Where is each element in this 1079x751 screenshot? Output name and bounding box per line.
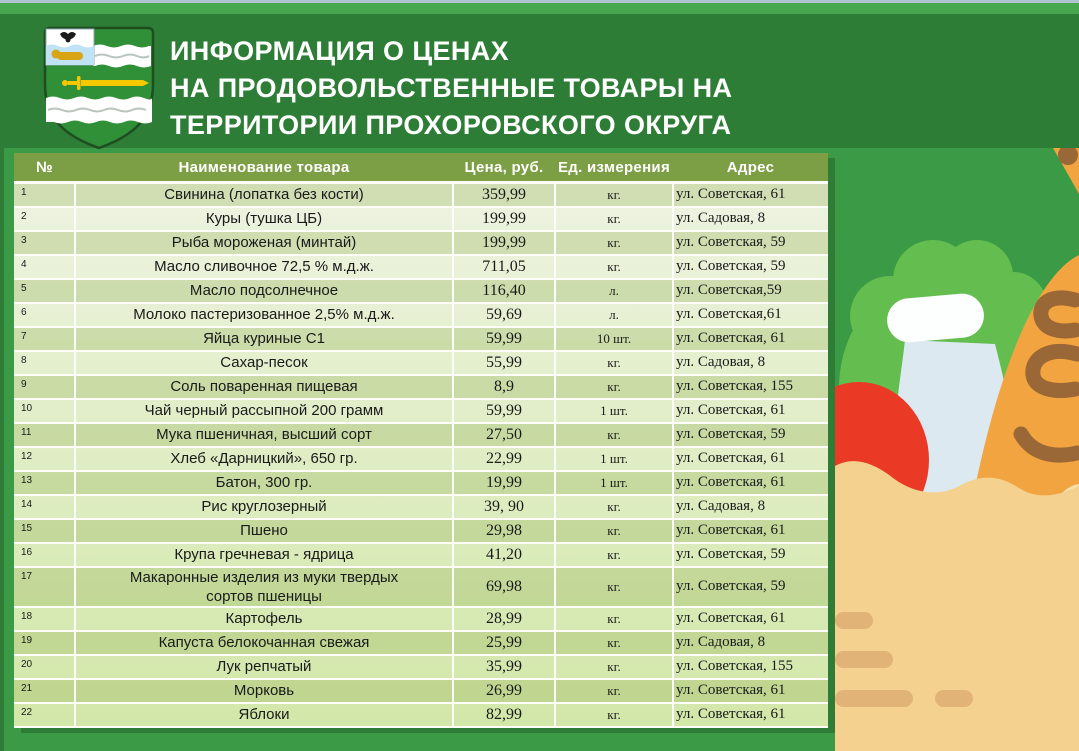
table-row [14,423,828,447]
table-row [14,447,828,471]
cell-addr: ул. Советская, 59 [673,255,828,279]
table-row [14,399,828,423]
cell-num: 22 [14,703,75,727]
cell-addr: ул. Советская, 61 [673,519,828,543]
paper-bag-icon [835,461,1079,751]
table-row [14,207,828,231]
cell-name: Рис круглозерный [75,495,453,519]
cell-unit: кг. [555,655,673,679]
cell-price: 28,99 [453,607,555,631]
cell-addr: ул. Советская, 155 [673,375,828,399]
cell-name: Яйца куриные С1 [75,327,453,351]
table-row [14,231,828,255]
cell-addr: ул. Советская, 59 [673,423,828,447]
cell-num: 8 [14,351,75,375]
title-line-2: НА ПРОДОВОЛЬСТВЕННЫЕ ТОВАРЫ НА [170,73,733,103]
top-strip [0,3,1079,14]
cell-name: Картофель [75,607,453,631]
cell-name: Хлеб «Дарницкий», 650 гр. [75,447,453,471]
food-illustration [835,148,1079,751]
cell-unit: кг. [555,519,673,543]
cell-unit: 1 шт. [555,447,673,471]
cell-price: 22,99 [453,447,555,471]
cell-name: Соль поваренная пищевая [75,375,453,399]
cell-addr: ул. Советская, 59 [673,231,828,255]
cell-num: 19 [14,631,75,655]
cell-name: Рыба мороженая (минтай) [75,231,453,255]
cell-price: 59,99 [453,399,555,423]
table-row [14,631,828,655]
cell-unit: л. [555,279,673,303]
cell-unit: кг. [555,183,673,207]
table-row [14,471,828,495]
table-row [14,519,828,543]
cell-addr: ул. Советская, 61 [673,399,828,423]
cell-num: 12 [14,447,75,471]
table-row [14,351,828,375]
table-row [14,279,828,303]
cell-price: 8,9 [453,375,555,399]
cell-addr: ул. Советская, 61 [673,607,828,631]
cell-name: Яблоки [75,703,453,727]
cell-addr: ул. Советская,61 [673,303,828,327]
cell-unit: кг. [555,679,673,703]
cell-unit: л. [555,303,673,327]
cell-addr: ул. Советская, 61 [673,447,828,471]
cell-price: 55,99 [453,351,555,375]
title-line-1: ИНФОРМАЦИЯ О ЦЕНАХ [170,36,510,66]
cell-unit: кг. [555,231,673,255]
cell-price: 59,69 [453,303,555,327]
cell-addr: ул. Садовая, 8 [673,495,828,519]
cell-addr: ул. Садовая, 8 [673,631,828,655]
price-table [14,153,828,728]
cell-name: Чай черный рассыпной 200 грамм [75,399,453,423]
cell-price: 39, 90 [453,495,555,519]
table-row [14,327,828,351]
cell-name: Свинина (лопатка без кости) [75,183,453,207]
cell-name: Батон, 300 гр. [75,471,453,495]
cell-unit: кг. [555,423,673,447]
col-header-unit: Ед. измерения [555,153,673,183]
coat-of-arms-icon [40,26,158,150]
cell-name: Куры (тушка ЦБ) [75,207,453,231]
table-row [14,679,828,703]
cell-num: 2 [14,207,75,231]
cell-price: 69,98 [453,567,555,607]
cell-num: 11 [14,423,75,447]
table-row [14,543,828,567]
cell-price: 41,20 [453,543,555,567]
cell-price: 59,99 [453,327,555,351]
cell-name: Пшено [75,519,453,543]
table-row [14,703,828,727]
cell-num: 10 [14,399,75,423]
cell-unit: 1 шт. [555,471,673,495]
cell-addr: ул. Советская, 61 [673,679,828,703]
cell-name: Мука пшеничная, высший сорт [75,423,453,447]
cell-addr: ул. Советская, 61 [673,703,828,727]
cell-name: Крупа гречневая - ядрица [75,543,453,567]
cell-addr: ул. Советская, 61 [673,327,828,351]
cell-num: 15 [14,519,75,543]
cell-price: 116,40 [453,279,555,303]
cell-unit: кг. [555,495,673,519]
cell-name: Макаронные изделия из муки твердых сортов пшеницы [75,567,453,607]
cell-num: 1 [14,183,75,207]
cell-num: 5 [14,279,75,303]
cell-addr: ул. Советская, 59 [673,567,828,607]
cell-name: Молоко пастеризованное 2,5% м.д.ж. [75,303,453,327]
table-row [14,655,828,679]
cell-unit: кг. [555,631,673,655]
col-header-name: Наименование товара [75,153,453,183]
cell-num: 17 [14,567,75,607]
cell-price: 711,05 [453,255,555,279]
cell-num: 6 [14,303,75,327]
cell-price: 359,99 [453,183,555,207]
cell-num: 16 [14,543,75,567]
cell-name: Масло подсолнечное [75,279,453,303]
cell-num: 20 [14,655,75,679]
canton-eagle-lion-icon [46,29,94,65]
cell-name: Масло сливочное 72,5 % м.д.ж. [75,255,453,279]
left-edge-strip [0,148,4,751]
cell-addr: ул. Садовая, 8 [673,207,828,231]
cell-price: 29,98 [453,519,555,543]
cell-price: 199,99 [453,231,555,255]
cell-num: 4 [14,255,75,279]
cell-price: 27,50 [453,423,555,447]
cell-price: 26,99 [453,679,555,703]
cell-price: 199,99 [453,207,555,231]
cell-unit: кг. [555,703,673,727]
cell-addr: ул. Советская, 61 [673,471,828,495]
table-row [14,567,828,607]
cell-name: Морковь [75,679,453,703]
col-header-price: Цена, руб. [453,153,555,183]
cell-num: 9 [14,375,75,399]
cell-unit: кг. [555,255,673,279]
cell-unit: кг. [555,207,673,231]
price-table-grid [14,153,828,728]
col-header-number: № [14,153,75,183]
cell-addr: ул. Советская, 61 [673,183,828,207]
cell-name: Капуста белокочанная свежая [75,631,453,655]
title-line-3: ТЕРРИТОРИИ ПРОХОРОВСКОГО ОКРУГА [170,110,732,140]
cell-addr: ул. Советская,59 [673,279,828,303]
cell-price: 19,99 [453,471,555,495]
table-row [14,495,828,519]
cell-unit: кг. [555,543,673,567]
col-header-address: Адрес [673,153,828,183]
cell-unit: кг. [555,375,673,399]
table-header [14,153,828,183]
cell-unit: 10 шт. [555,327,673,351]
cell-num: 13 [14,471,75,495]
cell-unit: кг. [555,567,673,607]
cell-num: 14 [14,495,75,519]
page-title [170,33,890,144]
cell-name: Сахар-песок [75,351,453,375]
cell-addr: ул. Советская, 59 [673,543,828,567]
table-row [14,607,828,631]
cell-num: 7 [14,327,75,351]
table-row [14,183,828,207]
cell-unit: кг. [555,607,673,631]
table-row [14,375,828,399]
cell-addr: ул. Садовая, 8 [673,351,828,375]
cell-unit: кг. [555,351,673,375]
cell-addr: ул. Советская, 155 [673,655,828,679]
price-table-body [14,183,828,727]
cell-price: 82,99 [453,703,555,727]
cell-num: 21 [14,679,75,703]
cell-price: 35,99 [453,655,555,679]
table-row [14,303,828,327]
cell-num: 18 [14,607,75,631]
cell-unit: 1 шт. [555,399,673,423]
cell-name: Лук репчатый [75,655,453,679]
cell-price: 25,99 [453,631,555,655]
cell-num: 3 [14,231,75,255]
table-row [14,255,828,279]
